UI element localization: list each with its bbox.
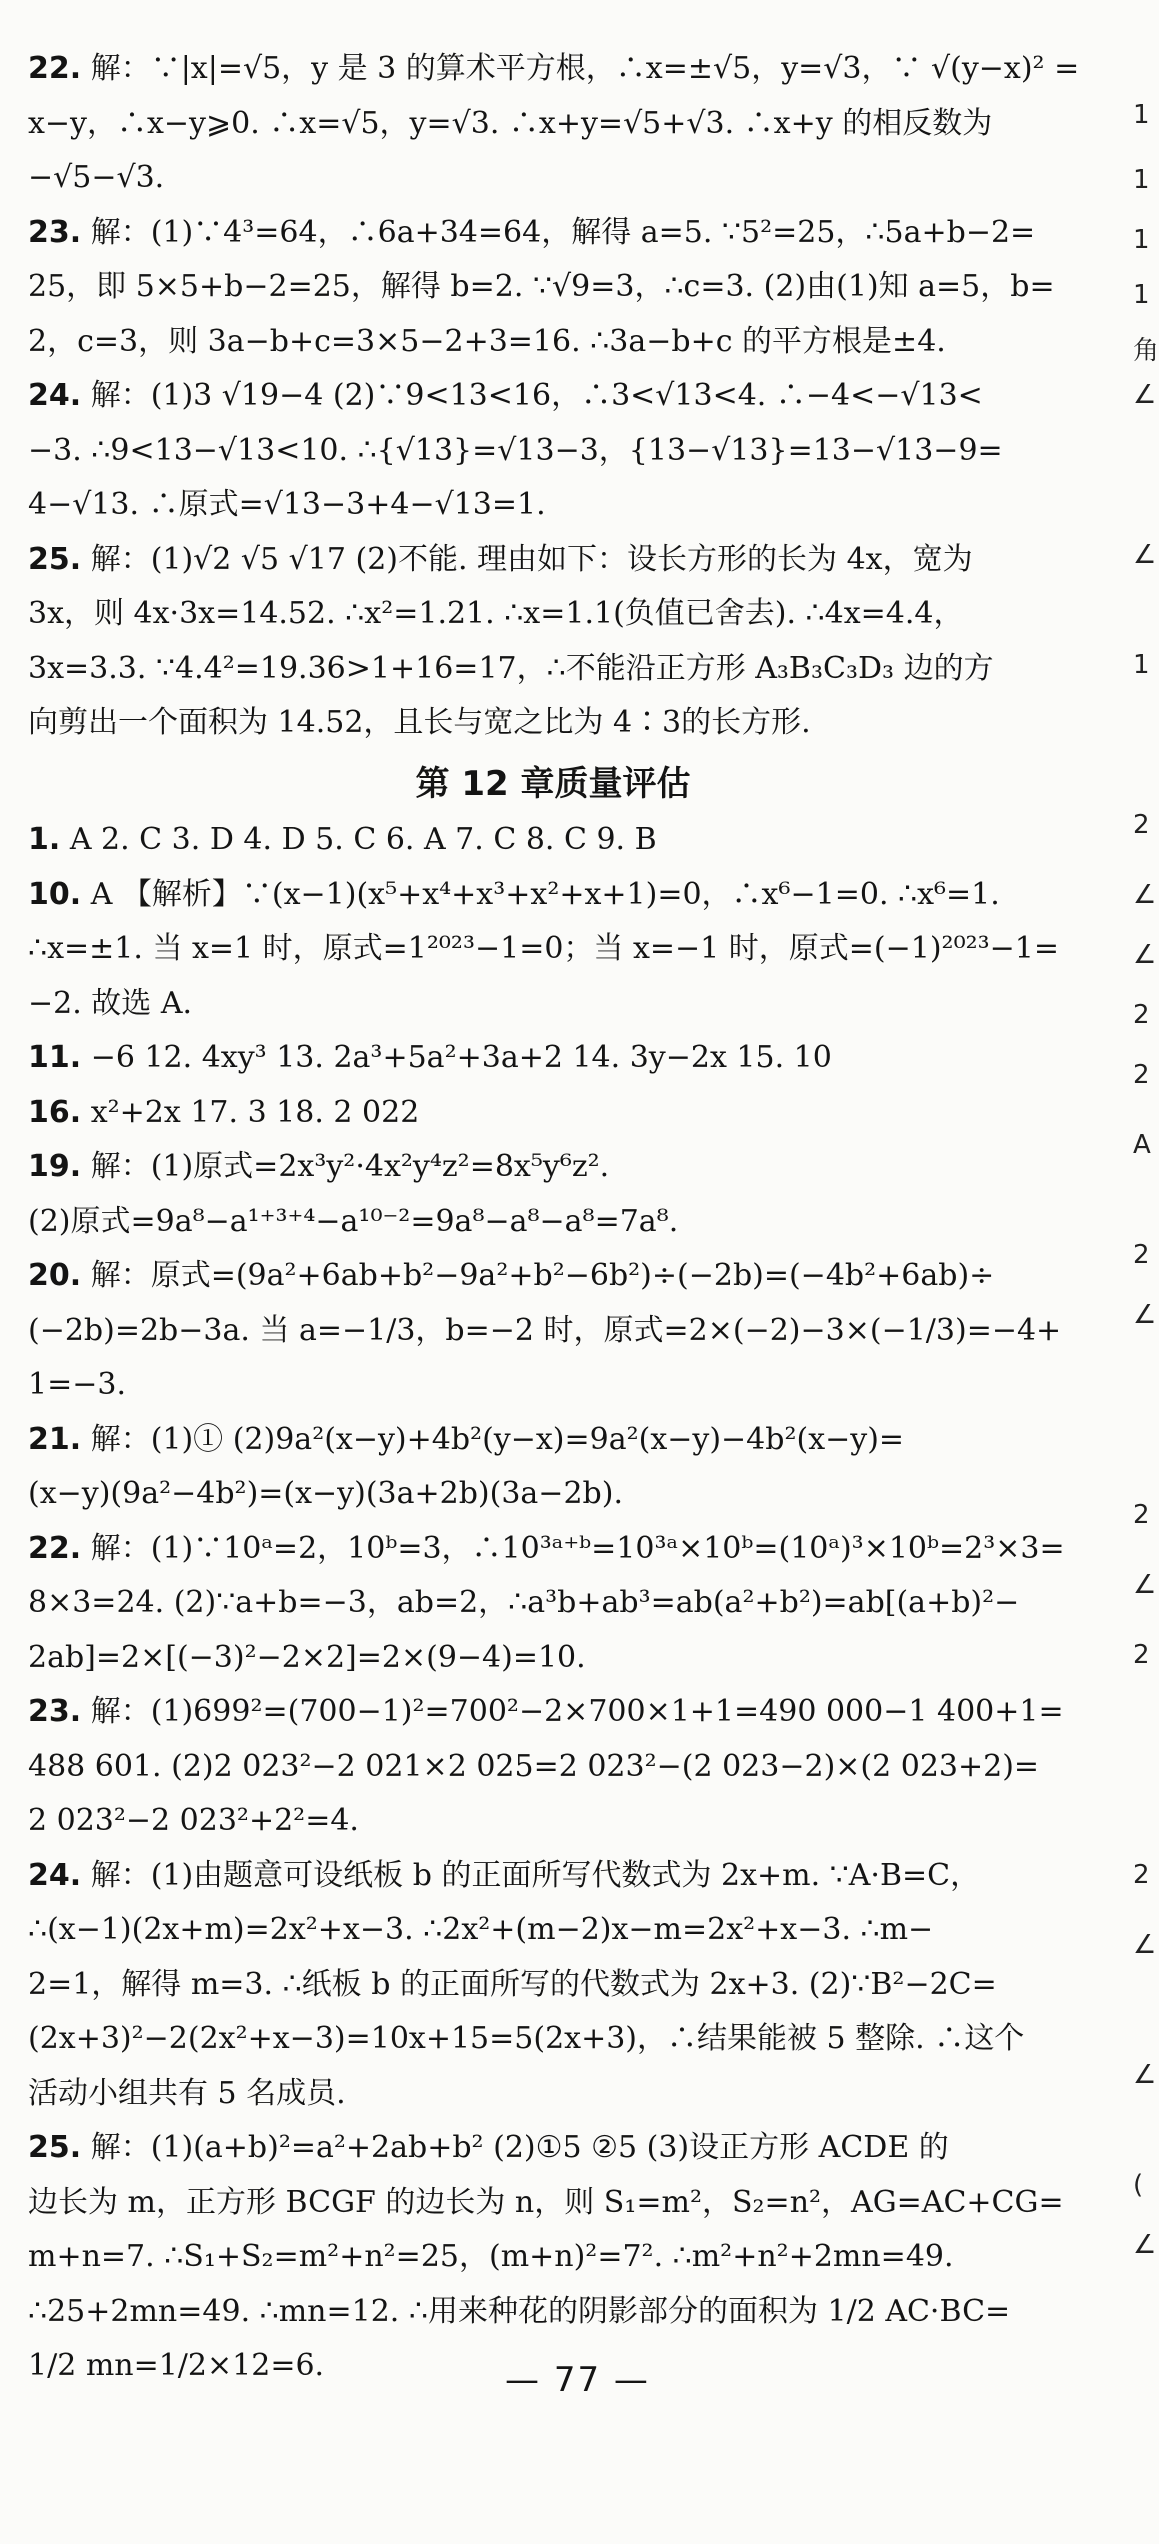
text-line: 20. 解：原式=(9a²+6ab+b²−9a²+b²−6b²)÷(−2b)=(−4b²+6ab)÷ — [28, 1258, 995, 1293]
text-line: ∴25+2mn=49. ∴mn=12. ∴用来种花的阴影部分的面积为 1/2 AC·BC= — [28, 2293, 1011, 2329]
gutter-char: ∠ — [1133, 880, 1157, 910]
answers-chapter-12 — [28, 813, 1078, 2394]
text-line: ∴x=±1. 当 x=1 时，原式=1²⁰²³−1=0；当 x=−1 时，原式=(−1)²⁰²³−1= — [28, 931, 1060, 966]
gutter-char: 2 — [1133, 1000, 1150, 1030]
text-line: 4−√13. ∴原式=√13−3+4−√13=1. — [28, 487, 546, 522]
question-number: 22. — [28, 51, 82, 86]
answer-page — [28, 42, 1078, 2394]
text-line: 16. x²+2x 17. 3 18. 2 022 — [28, 1094, 420, 1130]
question-number: 20. — [28, 1258, 82, 1293]
text-line: 活动小组共有 5 名成员. — [28, 2075, 346, 2111]
adjacent-page-edge — [1133, 0, 1159, 2544]
question-number: 21. — [28, 1421, 82, 1457]
text-line: 22. 解：∵|x|=√5，y 是 3 的算术平方根，∴x=±√5，y=√3，∵ √(y−x)² = — [28, 51, 1080, 86]
question-number: 16. — [28, 1094, 82, 1130]
gutter-char: 2 — [1133, 1240, 1150, 1270]
text-line: 2，c=3，则 3a−b+c=3×5−2+3=16. ∴3a−b+c 的平方根是±4. — [28, 323, 946, 359]
text-line: x−y，∴x−y⩾0. ∴x=√5，y=√3. ∴x+y=√5+√3. ∴x+y 的相反数为 — [28, 105, 993, 141]
gutter-char: ∠ — [1133, 380, 1157, 410]
text-line: 25. 解：(1)(a+b)²=a²+2ab+b² (2)①5 ②5 (3)设正方形 ACDE 的 — [28, 2130, 949, 2165]
text-line: −√5−√3. — [28, 160, 165, 195]
gutter-char: A — [1133, 1130, 1151, 1160]
question-number: 24. — [28, 1857, 82, 1893]
text-line: 11. −6 12. 4xy³ 13. 2a³+5a²+3a+2 14. 3y−2x 15. 10 — [28, 1040, 832, 1075]
section-title: 第 12 章质量评估 — [415, 763, 691, 804]
question-number: 24. — [28, 378, 82, 413]
text-line: 19. 解：(1)原式=2x³y²·4x²y⁴z²=8x⁵y⁶z². — [28, 1149, 610, 1184]
text-line: (2x+3)²−2(2x²+x−3)=10x+15=5(2x+3)，∴结果能被 5 整除. ∴这个 — [28, 2021, 1025, 2056]
gutter-char: ( — [1133, 2170, 1144, 2200]
gutter-char: 2 — [1133, 1640, 1150, 1670]
gutter-char: ∠ — [1133, 940, 1157, 970]
text-line: 488 601. (2)2 023²−2 021×2 025=2 023²−(2 023−2)×(2 023+2)= — [28, 1748, 1040, 1784]
text-line: (2)原式=9a⁸−a¹⁺³⁺⁴−a¹⁰⁻²=9a⁸−a⁸−a⁸=7a⁸. — [28, 1203, 679, 1239]
text-line: (x−y)(9a²−4b²)=(x−y)(3a+2b)(3a−2b). — [28, 1476, 623, 1511]
text-line: 21. 解：(1)① (2)9a²(x−y)+4b²(y−x)=9a²(x−y)−4b²(x−y)= — [28, 1421, 905, 1457]
text-line: (−2b)=2b−3a. 当 a=−1/3，b=−2 时，原式=2×(−2)−3×(−1/3)=−4+ — [28, 1312, 1062, 1348]
text-line: 10. A 【解析】∵(x−1)(x⁵+x⁴+x³+x²+x+1)=0，∴x⁶−1=0. ∴x⁶=1. — [28, 876, 1000, 912]
question-number: 23. — [28, 1694, 82, 1729]
question-number: 19. — [28, 1149, 82, 1184]
gutter-char: ∠ — [1133, 1930, 1157, 1960]
gutter-char: 2 — [1133, 810, 1150, 840]
page-number: — 77 — — [505, 2360, 650, 2400]
gutter-char: 1 — [1133, 225, 1150, 255]
text-line: m+n=7. ∴S₁+S₂=m²+n²=25，(m+n)²=7². ∴m²+n²+2mn=49. — [28, 2239, 954, 2274]
gutter-char: 1 — [1133, 280, 1150, 310]
text-line: 2 023²−2 023²+2²=4. — [28, 1803, 359, 1838]
text-line: −3. ∴9<13−√13<10. ∴{√13}=√13−3，{13−√13}=13−√13−9= — [28, 432, 1003, 468]
text-line: 2ab]=2×[(−3)²−2×2]=2×(9−4)=10. — [28, 1639, 586, 1675]
gutter-char: ∠ — [1133, 1570, 1157, 1600]
text-line: 22. 解：(1)∵10ᵃ=2，10ᵇ=3，∴10³ᵃ⁺ᵇ=10³ᵃ×10ᵇ=(10ᵃ)³×10ᵇ=2³×3= — [28, 1530, 1065, 1566]
gutter-char: 1 — [1133, 165, 1150, 195]
text-line: 1. A 2. C 3. D 4. D 5. C 6. A 7. C 8. C 9. B — [28, 822, 657, 857]
text-line: ∴(x−1)(2x+m)=2x²+x−3. ∴2x²+(m−2)x−m=2x²+x−3. ∴m− — [28, 1912, 934, 1947]
question-number: 23. — [28, 214, 82, 250]
text-line: 向剪出一个面积为 14.52，且长与宽之比为 4∶3的长方形. — [28, 705, 811, 740]
text-line: 1/2 mn=1/2×12=6. — [28, 2348, 325, 2383]
gutter-char: ∠ — [1133, 2230, 1157, 2260]
text-line: 1=−3. — [28, 1367, 126, 1402]
gutter-char: 1 — [1133, 650, 1150, 680]
text-line: 3x，则 4x·3x=14.52. ∴x²=1.21. ∴x=1.1(负值已舍去). ∴4x=4.4， — [28, 596, 964, 631]
question-number: 25. — [28, 2130, 82, 2165]
text-line: 25. 解：(1)√2 √5 √17 (2)不能. 理由如下：设长方形的长为 4x，宽为 — [28, 541, 973, 577]
text-line: 24. 解：(1)3 √19−4 (2)∵9<13<16，∴3<√13<4. ∴−4<−√13< — [28, 378, 983, 413]
question-number: 10. — [28, 876, 82, 912]
text-line: −2. 故选 A. — [28, 985, 193, 1021]
gutter-char: ∠ — [1133, 2060, 1157, 2090]
question-number: 22. — [28, 1530, 82, 1566]
text-line: 2=1，解得 m=3. ∴纸板 b 的正面所写的代数式为 2x+3. (2)∵B²−2C= — [28, 1966, 997, 2002]
answers-previous-chapter — [28, 42, 1078, 751]
question-number: 11. — [28, 1040, 82, 1075]
gutter-char: 2 — [1133, 1060, 1150, 1090]
gutter-char: 2 — [1133, 1860, 1150, 1890]
question-number: 25. — [28, 541, 82, 577]
gutter-char: 角 — [1133, 336, 1159, 366]
gutter-char: ∠ — [1133, 540, 1157, 570]
text-line: 8×3=24. (2)∵a+b=−3，ab=2，∴a³b+ab³=ab(a²+b²)=ab[(a+b)²− — [28, 1585, 1020, 1620]
text-line: 25，即 5×5+b−2=25，解得 b=2. ∵√9=3，∴c=3. (2)由(1)知 a=5，b= — [28, 269, 1055, 304]
question-number: 1. — [28, 822, 61, 857]
text-line: 边长为 m，正方形 BCGF 的边长为 n，则 S₁=m²，S₂=n²，AG=AC+CG= — [28, 2184, 1064, 2220]
gutter-char: ∠ — [1133, 1300, 1157, 1330]
text-line: 23. 解：(1)∵4³=64，∴6a+34=64，解得 a=5. ∵5²=25，∴5a+b−2= — [28, 214, 1036, 250]
text-line: 23. 解：(1)699²=(700−1)²=700²−2×700×1+1=490 000−1 400+1= — [28, 1694, 1064, 1729]
gutter-char: 1 — [1133, 100, 1150, 130]
gutter-char: 2 — [1133, 1500, 1150, 1530]
text-line: 3x=3.3. ∵4.4²=19.36>1+16=17，∴不能沿正方形 A₃B₃C₃D₃ 边的方 — [28, 650, 994, 686]
text-line: 24. 解：(1)由题意可设纸板 b 的正面所写代数式为 2x+m. ∵A·B=C， — [28, 1857, 981, 1893]
